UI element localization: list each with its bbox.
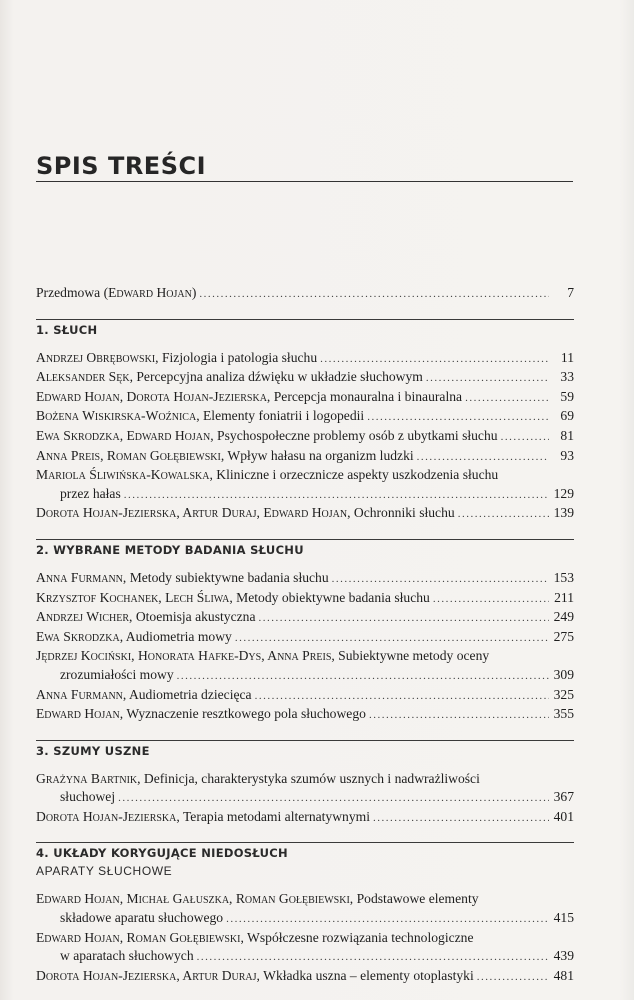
toc-entry[interactable]: Anna Furmann, Metody subiektywne badania słuchu ..... 153 [36,569,574,589]
toc-entry[interactable]: Dorota Hojan-Jezierska, Artur Duraj, Edward Hojan, Ochronniki słuchu ..... 139 [36,504,574,524]
entry-page: 325 [553,686,574,702]
entry-page: 355 [553,706,574,722]
entry-title: Wyznaczenie resztkowego pola słuchowego [126,706,366,722]
entry-page: 309 [553,666,574,682]
dot-leader [199,285,549,304]
entry-authors: Andrzej Wicher [36,609,130,625]
toc-entry[interactable]: Anna Preis, Roman Gołębiewski, Wpływ hałasu na organizm ludzki ..... 93 [36,447,574,467]
dot-leader [124,486,549,505]
entry-page: 7 [567,285,574,300]
entry-page: 139 [553,505,574,521]
dot-leader [259,609,550,628]
dot-leader [118,789,549,808]
entry-title-continued: składowe aparatu słuchowego [60,910,224,926]
entry-authors: Jędrzej Kociński, Honorata Hafke-Dys, Anna Preis [36,648,332,664]
toc-entry[interactable]: Ewa Skrodzka, Edward Hojan, Psychospołeczne problemy osób z ubytkami słuchu ..... 81 [36,427,574,447]
entry-page: 401 [553,808,574,824]
entry-page: 59 [560,388,574,404]
entry-page: 129 [553,485,574,501]
toc-entry[interactable]: Aleksander Sęk, Percepcyjna analiza dźwięku w układzie słuchowym ..... 33 [36,368,574,388]
dot-leader [477,968,549,987]
entry-title: Otoemisja akustyczna [135,609,256,625]
entry-authors: Anna Furmann [36,686,123,702]
dot-leader [433,590,549,609]
entry-page: 81 [560,427,574,443]
section-heading-2: 2. WYBRANE METODY BADANIA SŁUCHU [36,542,304,557]
entry-authors: Aleksander Sęk [36,369,130,385]
entry-page: 211 [554,589,574,605]
section-heading-1: 1. SŁUCH [36,322,98,337]
entry-page: 415 [553,910,574,926]
entry-authors: Edward Hojan, Roman Gołębiewski [36,929,241,945]
entry-authors: Andrzej Obrębowski [36,349,156,365]
toc-entry[interactable]: Edward Hojan, Dorota Hojan-Jezierska, Percepcja monauralna i binauralna ..... 59 [36,388,574,408]
dot-leader [367,408,549,427]
toc-entry[interactable]: Jędrzej Kociński, Honorata Hafke-Dys, Anna Preis, Subiektywne metody oceny zrozumiałości mowy ..... 309 [36,647,574,685]
toc-entry[interactable]: Mariola Śliwińska-Kowalska, Kliniczne i orzecznicze aspekty uszkodzenia słuchu przez hałas ..... 129 [36,466,574,504]
dot-leader [458,505,549,524]
dot-leader [255,687,549,706]
entry-title: Psychospołeczne problemy osób z ubytkami słuchu [217,427,498,443]
entry-page: 153 [553,569,574,585]
entry-title-continued: przez hałas [60,485,121,501]
dot-leader [226,910,549,929]
entry-authors: Edward Hojan, Dorota Hojan-Jezierska [36,388,267,404]
entry-page: 367 [553,789,574,805]
entry-title: Wpływ hałasu na organizm ludzki [227,447,414,463]
dot-leader [426,369,549,388]
entry-title: Kliniczne i orzecznicze aspekty uszkodzenia słuchu [216,467,499,483]
dot-leader [465,389,549,408]
toc-entry[interactable]: Grażyna Bartnik, Definicja, charakterystyka szumów usznych i nadwrażliwości słuchowej ..... 367 [36,770,574,808]
entry-title: Audiometria dziecięca [128,686,252,702]
dot-leader [369,706,549,725]
entry-title-continued: zrozumiałości mowy [60,666,174,682]
toc-entry[interactable]: Edward Hojan, Wyznaczenie resztkowego pola słuchowego ..... 355 [36,705,574,725]
entry-title: Definicja, charakterystyka szumów usznych i nadwrażliwości [143,770,480,786]
entry-page: 93 [560,447,574,463]
toc-entry[interactable]: Krzysztof Kochanek, Lech Śliwa, Metody obiektywne badania słuchu ..... 211 [36,589,574,609]
entry-title: Metody subiektywne badania słuchu [129,569,329,585]
entry-authors: Ewa Skrodzka, Edward Hojan [36,427,211,443]
toc-entry[interactable]: Dorota Hojan-Jezierska, Terapia metodami alternatywnymi ..... 401 [36,808,574,828]
entry-authors: Edward Hojan, Michał Gałuszka, Roman Gołębiewski [36,891,350,907]
entry-authors: Dorota Hojan-Jezierska, Artur Duraj, Edward Hojan [36,505,348,521]
entry-page: 249 [553,609,574,625]
entry-title: Współczesne rozwiązania technologiczne [247,929,474,945]
entry-title-continued: słuchowej [60,789,116,805]
entry-authors: Dorota Hojan-Jezierska [36,808,177,824]
entry-title: Wkładka uszna – elementy otoplastyki [263,967,474,983]
subsection-heading: APARATY SŁUCHOWE [36,864,173,879]
entry-page: 275 [553,628,574,644]
entry-authors: Edward Hojan [36,706,120,722]
entry-authors: Grażyna Bartnik [36,770,138,786]
entry-authors: Anna Furmann [36,569,123,585]
dot-leader [177,667,549,686]
entry-page: 11 [560,349,574,365]
dot-leader [332,570,549,589]
entry-title: Metody obiektywne badania słuchu [236,589,430,605]
entry-page: 481 [553,967,574,983]
toc-entry[interactable]: Bożena Wiskirska-Woźnica, Elementy foniatrii i logopedii ..... 69 [36,407,574,427]
dot-leader [501,428,549,447]
toc-entry-preface[interactable]: Przedmowa (Edward Hojan) ..... 7 [36,284,574,304]
entry-authors: Mariola Śliwińska-Kowalska [36,467,210,483]
dot-leader [235,629,549,648]
entry-title: Fizjologia i patologia słuchu [161,349,318,365]
section-heading-4: 4. UKŁADY KORYGUJĄCE NIEDOSŁUCH [36,846,288,861]
entry-title: Percepcja monauralna i binauralna [273,388,463,404]
entry-authors: Krzysztof Kochanek, Lech Śliwa [36,589,230,605]
table-of-contents [36,284,574,986]
entry-title: Audiometria mowy [125,628,232,644]
toc-entry[interactable]: Ewa Skrodzka, Audiometria mowy ..... 275 [36,628,574,648]
entry-title: Percepcyjna analiza dźwięku w układzie słuchowym [136,369,423,385]
title-rule [36,181,573,182]
toc-entry[interactable]: Anna Furmann, Audiometria dziecięca ..... 325 [36,686,574,706]
dot-leader [320,350,549,369]
toc-entry[interactable]: Edward Hojan, Michał Gałuszka, Roman Gołębiewski, Podstawowe elementy składowe aparatu słuchowego ..... 415 [36,890,574,928]
dot-leader [373,809,549,828]
entry-title: Terapia metodami alternatywnymi [182,808,370,824]
entry-authors: Anna Preis, Roman Gołębiewski [36,447,221,463]
toc-entry[interactable]: Andrzej Wicher, Otoemisja akustyczna ..... 249 [36,608,574,628]
dot-leader [417,448,549,467]
dot-leader [197,948,549,967]
entry-authors: Dorota Hojan-Jezierska, Artur Duraj [36,967,257,983]
entry-authors: Ewa Skrodzka [36,628,120,644]
toc-entry[interactable]: Andrzej Obrębowski, Fizjologia i patologia słuchu ..... 11 [36,349,574,369]
entry-authors: Edward Hojan [108,285,192,300]
entry-title: Ochronniki słuchu [353,505,455,521]
entry-title-continued: w aparatach słuchowych [60,948,194,964]
entry-authors: Bożena Wiskirska-Woźnica [36,408,197,424]
entry-page: 69 [560,408,574,424]
entry-page: 439 [553,948,574,964]
toc-entry[interactable]: Dorota Hojan-Jezierska, Artur Duraj, Wkładka uszna – elementy otoplastyki ..... 481 [36,967,574,987]
page-title: SPIS TREŚCI [36,152,207,180]
section-heading-3: 3. SZUMY USZNE [36,743,150,758]
entry-page: 33 [560,369,574,385]
entry-title: Podstawowe elementy [356,891,479,907]
entry-title: Subiektywne metody oceny [338,648,490,664]
entry-title: Elementy foniatrii i logopedii [202,408,365,424]
toc-entry[interactable]: Edward Hojan, Roman Gołębiewski, Współczesne rozwiązania technologiczne w aparatach słuchowych ..... 439 [36,929,574,967]
